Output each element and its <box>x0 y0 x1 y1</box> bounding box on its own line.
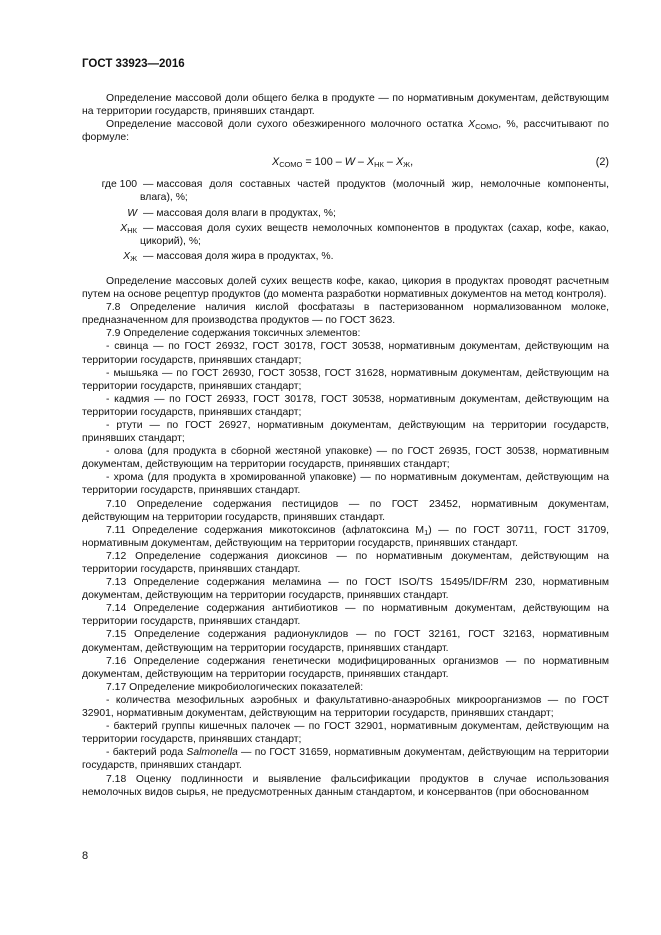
text: Определение массовой доли сухого обезжиренного молочного остатка <box>106 119 469 131</box>
text: массовая доля сухих веществ немолочных компонентов в продуктах (сахар, кофе, какао, цикорий), %; <box>140 222 609 247</box>
list-item: - бактерий группы кишечных палочек — по ГОСТ 32901, нормативным документам, действующим на территории государств, принявших стандарт; <box>82 721 609 746</box>
paragraph: 7.14 Определение содержания антибиотиков — по нормативным документам, действующим на территории государств, принявших стандарт. <box>82 603 609 628</box>
subscript: СОМО <box>475 122 499 132</box>
where-item <box>82 250 609 263</box>
where-item <box>82 222 609 248</box>
where-list <box>82 178 609 263</box>
paragraph: 7.9 Определение содержания токсичных элементов: <box>106 328 361 340</box>
where-item <box>82 207 609 220</box>
subscript: 1 <box>424 527 429 537</box>
formula-number: (2) <box>595 156 609 169</box>
variable: X <box>272 156 280 169</box>
text: массовая доля жира в продуктах, %. <box>156 250 334 262</box>
where-definition <box>140 178 609 204</box>
dash: — <box>143 222 154 234</box>
paragraph <box>82 524 609 550</box>
paragraph: 7.17 Определение микробиологических показателей: <box>106 681 364 693</box>
where-item <box>27 178 609 204</box>
text: где 100 <box>101 179 137 191</box>
dash: — <box>143 250 154 262</box>
variable: X <box>395 156 404 169</box>
paragraph: 7.12 Определение содержания диоксинов — по нормативным документам, действующим на территории государств, принявших стандарт. <box>82 550 609 575</box>
paragraph: Определение массовой доли общего белка в продукте — по нормативным документам, действующим на территории государств, принявших стандарт. <box>82 93 609 118</box>
where-definition <box>140 207 609 220</box>
page-number: 8 <box>82 850 89 862</box>
list-item: - мышьяка — по ГОСТ 26930, ГОСТ 30538, ГОСТ 31628, нормативным документам, действующим на территории государств, принявших стандарт; <box>82 367 609 392</box>
paragraph: Определение массовых долей сухих веществ кофе, какао, цикория в продуктах проводят расчетным путем на основе рецептур продуктов (до момента разработки нормативных документов на метод контроля). <box>82 275 609 301</box>
paragraph: 7.10 Определение содержания пестицидов — по ГОСТ 23452, нормативным документам, действующим на территории государств, принявших стандарт. <box>82 498 609 523</box>
where-definition <box>140 250 609 263</box>
subscript: Ж <box>130 253 137 263</box>
dash: — <box>143 207 154 219</box>
text: , %, рассчитывают по формуле: <box>82 119 609 144</box>
formula <box>272 156 413 169</box>
text: , <box>410 156 414 169</box>
italic-term: Salmonella <box>186 747 238 759</box>
page-header: ГОСТ 33923—2016 <box>82 58 185 70</box>
subscript: НК <box>127 225 137 235</box>
page-body <box>82 92 609 799</box>
variable: X <box>468 119 476 131</box>
list-item: - ртути — по ГОСТ 26927, нормативным документам, действующим на территории государств, принявших стандарт; <box>82 419 609 445</box>
where-term <box>82 222 140 248</box>
formula-row <box>82 148 609 178</box>
text: = 100 – <box>302 156 345 169</box>
text: массовая доля влаги в продуктах, %; <box>156 207 336 219</box>
spacer <box>82 265 609 275</box>
paragraph: 7.8 Определение наличия кислой фосфатазы в пастеризованном нормализованном молоке, предназначенном для производства продуктов — по ГОСТ 3623. <box>82 302 609 327</box>
text: ) — по ГОСТ 30711, ГОСТ 31709, нормативным документам, действующим на территории государств, принявших стандарт. <box>82 524 609 549</box>
text: массовая доля составных частей продуктов (молочный жир, немолочные компоненты, влага), %; <box>140 179 609 204</box>
subscript: Ж <box>403 160 411 170</box>
text: 7.11 Определение содержания микотоксинов (афлатоксина M <box>106 524 425 536</box>
list-item: - хрома (для продукта в хромированной упаковке) — по нормативным документам, действующим на территории государств, принявших стандарт. <box>82 472 609 497</box>
list-item: - свинца — по ГОСТ 26932, ГОСТ 30178, ГОСТ 30538, нормативным документам, действующим на территории государств, принявших стандарт; <box>82 341 609 366</box>
text: – <box>354 156 367 169</box>
list-item: - количества мезофильных аэробных и факультативно-анаэробных микроорганизмов — по ГОСТ 32901, нормативным документам, действующим на территории государств, принявших стандарт; <box>82 694 609 720</box>
list-item: - кадмия — по ГОСТ 26933, ГОСТ 30178, ГОСТ 30538, нормативным документам, действующим на территории государств, принявших стандарт; <box>82 393 609 418</box>
where-term <box>82 207 140 220</box>
text: — по ГОСТ 31659, нормативным документам, действующим на территории государств, принявших стандарт. <box>82 747 609 772</box>
list-item <box>82 746 609 772</box>
paragraph: 7.15 Определение содержания радионуклидов — по ГОСТ 32161, ГОСТ 32163, нормативным документам, действующим на территории государств, принявших стандарт. <box>82 629 609 654</box>
dash: — <box>143 179 154 191</box>
subscript: НК <box>374 160 384 170</box>
paragraph: 7.13 Определение содержания меламина — по ГОСТ ISO/TS 15495/IDF/RM 230, нормативным документам, действующим на территории государств, принявших стандарт. <box>82 577 609 602</box>
text: – <box>383 156 396 169</box>
variable: X <box>120 222 128 234</box>
paragraph: 7.16 Определение содержания генетически модифицированных организмов — по нормативным документам, действующим на территории государств, принявших стандарт. <box>82 655 609 680</box>
variable: X <box>123 250 131 262</box>
paragraph: 7.18 Оценку подлинности и выявление фальсификации продуктов в случае использования немолочных видов сырья, не предусмотренных данным стандартом, и консервантов (при обоснованном <box>82 773 609 798</box>
variable: X <box>366 156 375 169</box>
where-term <box>82 250 140 263</box>
where-term <box>27 178 140 204</box>
variable: W <box>344 156 355 169</box>
list-item: - олова (для продукта в сборной жестяной упаковке) — по ГОСТ 26935, ГОСТ 30538, нормативным документам, действующим на территории государств, принявших стандарт; <box>82 446 609 471</box>
text: - бактерий рода <box>106 747 187 759</box>
paragraph <box>82 118 609 144</box>
subscript: СОМО <box>279 160 303 170</box>
variable: W <box>127 207 137 219</box>
where-definition <box>140 222 609 248</box>
